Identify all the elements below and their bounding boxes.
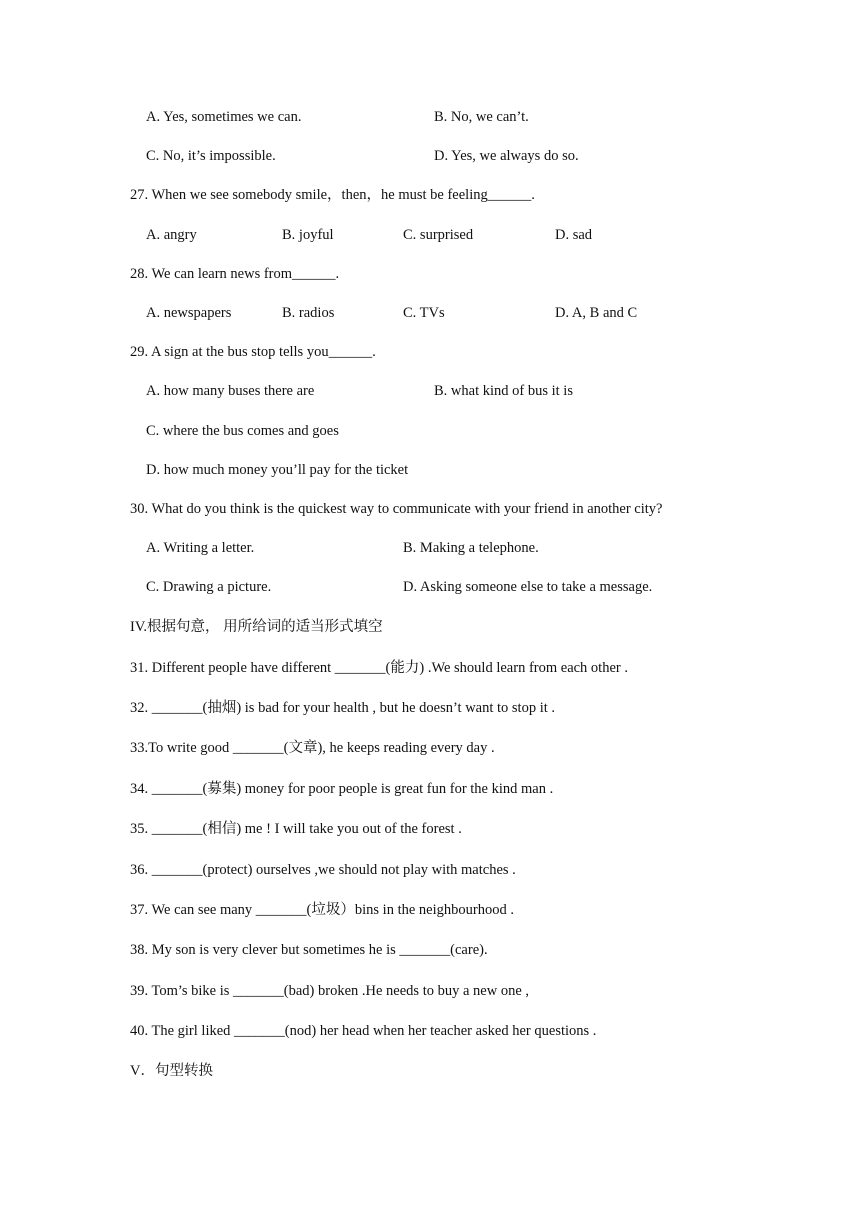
q28-option-d: D. A, B and C — [555, 305, 638, 321]
q28-option-c: C. TVs — [403, 305, 445, 321]
fill-item-32: 32. _______(抽烟) is bad for your health , but he doesn’t want to stop it . — [130, 700, 556, 716]
q29-stem: 29. A sign at the bus stop tells you______. — [130, 344, 376, 360]
q30-option-d: D. Asking someone else to take a message. — [403, 579, 653, 595]
fill-item-38: 38. My son is very clever but sometimes he is _______(care). — [130, 942, 488, 958]
q27-option-b: B. joyful — [282, 227, 334, 243]
q29-option-d: D. how much money you’ll pay for the ticket — [146, 462, 409, 478]
fill-item-34: 34. _______(募集) money for poor people is great fun for the kind man . — [130, 781, 554, 797]
q29-option-c: C. where the bus comes and goes — [146, 423, 339, 439]
q30-stem: 30. What do you think is the quickest way to communicate with your friend in another city? — [130, 501, 663, 517]
q30-option-a: A. Writing a letter. — [146, 540, 255, 556]
fill-item-31: 31. Different people have different _______(能力) .We should learn from each other . — [130, 660, 628, 676]
q26-option-d: D. Yes, we always do so. — [434, 148, 579, 164]
q29-option-b: B. what kind of bus it is — [434, 383, 573, 399]
q29-option-a: A. how many buses there are — [146, 383, 315, 399]
q27-stem: 27. When we see somebody smile，then，he must be feeling______. — [130, 187, 535, 203]
q27-option-d: D. sad — [555, 227, 593, 243]
fill-item-40: 40. The girl liked _______(nod) her head when her teacher asked her questions . — [130, 1023, 597, 1039]
q26-option-c: C. No, it’s impossible. — [146, 148, 276, 164]
fill-item-37: 37. We can see many _______(垃圾）bins in the neighbourhood . — [130, 902, 514, 918]
fill-item-39: 39. Tom’s bike is _______(bad) broken .He needs to buy a new one , — [130, 983, 530, 999]
q30-option-b: B. Making a telephone. — [403, 540, 539, 556]
fill-item-36: 36. _______(protect) ourselves ,we should not play with matches . — [130, 862, 516, 878]
q28-option-a: A. newspapers — [146, 305, 232, 321]
q27-option-c: C. surprised — [403, 227, 474, 243]
section-v-heading: V．句型转换 — [130, 1063, 213, 1079]
q26-option-b: B. No, we can’t. — [434, 109, 529, 125]
q30-option-c: C. Drawing a picture. — [146, 579, 272, 595]
fill-item-35: 35. _______(相信) me ! I will take you out of the forest . — [130, 821, 462, 837]
q27-option-a: A. angry — [146, 227, 197, 243]
q28-stem: 28. We can learn news from______. — [130, 266, 340, 282]
fill-item-33: 33.To write good _______(文章), he keeps reading every day . — [130, 740, 495, 756]
q28-option-b: B. radios — [282, 305, 335, 321]
section-iv-heading: IV.根据句意， 用所给词的适当形式填空 — [130, 619, 383, 635]
q26-option-a: A. Yes, sometimes we can. — [146, 109, 302, 125]
